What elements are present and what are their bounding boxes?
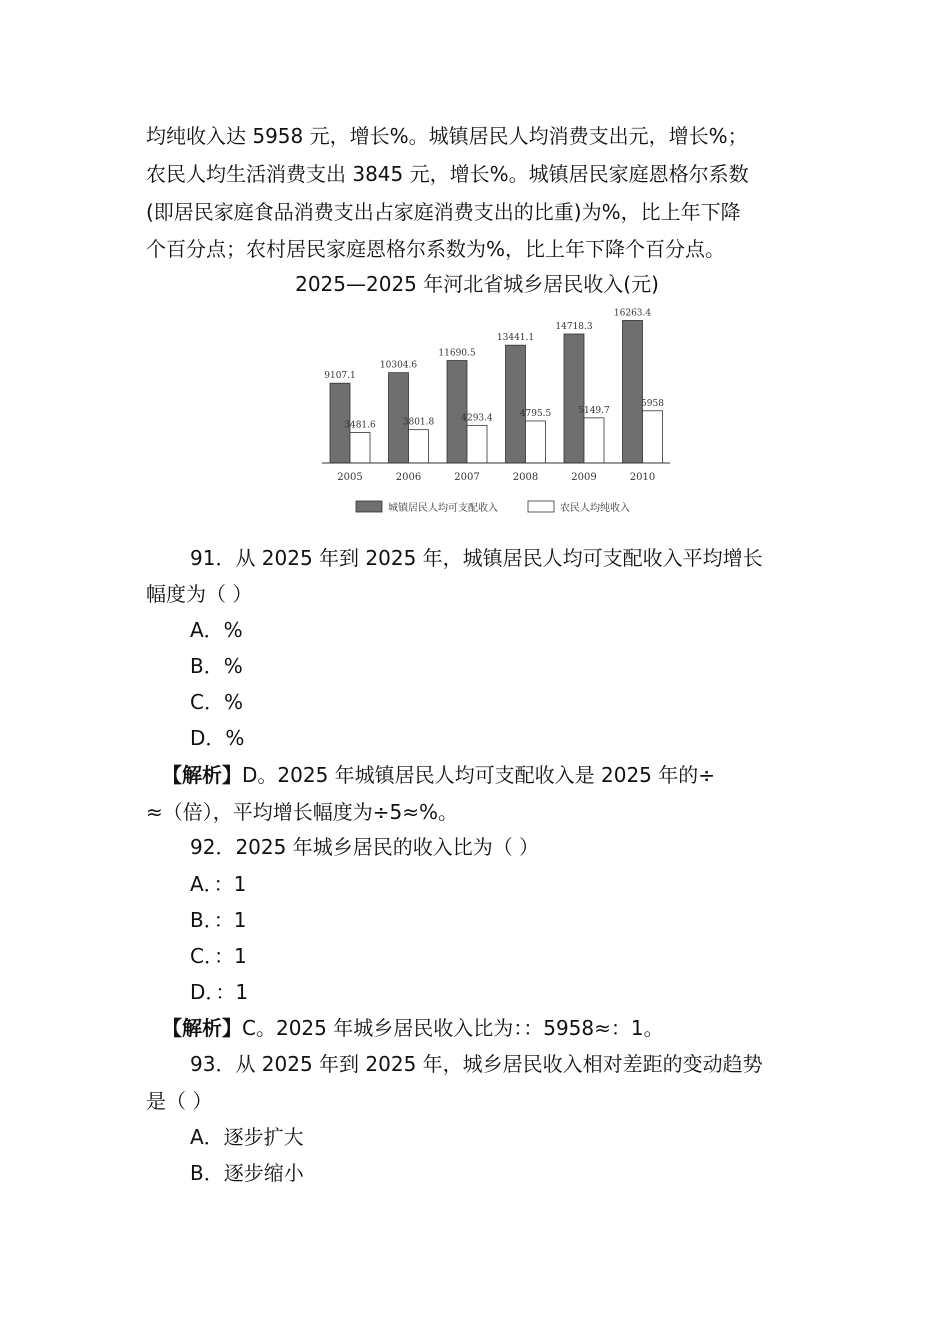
q91-option-b[interactable]: B．% xyxy=(190,654,243,678)
q92-analysis-label: 【解析】 xyxy=(162,1016,242,1040)
x-tick-label-2006: 2006 xyxy=(395,472,422,483)
q92-option-c[interactable]: C．：1 xyxy=(190,944,247,968)
bar-rural-2006 xyxy=(409,430,429,463)
data-label-rural-2008: 4795.5 xyxy=(519,408,552,419)
x-tick-label-2010: 2010 xyxy=(629,472,656,483)
x-tick-label-2005: 2005 xyxy=(337,472,363,483)
bar-urban-2009 xyxy=(564,334,584,463)
income-bar-chart xyxy=(310,302,680,524)
data-label-urban-2005: 9107.1 xyxy=(324,371,356,382)
x-tick-label-2007: 2007 xyxy=(454,472,480,483)
q91-analysis-line-2: ≈（倍），平均增长幅度为÷5≈%。 xyxy=(146,800,459,824)
q91-stem-line-2: 幅度为（ ） xyxy=(146,582,253,606)
q93-stem-line-2: 是（ ） xyxy=(146,1089,213,1113)
q92-option-d[interactable]: D．：1 xyxy=(190,980,249,1004)
intro-line-1: 均纯收入达 5958 元，增长%。城镇居民人均消费支出元，增长%； xyxy=(146,124,748,148)
q91-option-c[interactable]: C．% xyxy=(190,690,243,714)
q91-option-a[interactable]: A．% xyxy=(190,618,243,642)
bar-urban-2007 xyxy=(447,361,467,463)
data-label-urban-2009: 14718.3 xyxy=(555,321,593,332)
q91-option-d[interactable]: D．% xyxy=(190,726,245,750)
intro-line-2: 农民人均生活消费支出 3845 元，增长%。城镇居民家庭恩格尔系数 xyxy=(146,162,749,186)
legend-label-urban: 城镇居民人均可支配收入 xyxy=(388,503,498,514)
intro-line-3: (即居民家庭食品消费支出占家庭消费支出的比重)为%，比上年下降 xyxy=(146,200,741,224)
bar-urban-2008 xyxy=(506,345,526,463)
q93-option-b[interactable]: B．逐步缩小 xyxy=(190,1161,304,1185)
bar-rural-2010 xyxy=(643,411,663,463)
q93-option-a[interactable]: A．逐步扩大 xyxy=(190,1125,304,1149)
x-tick-label-2009: 2009 xyxy=(571,472,597,483)
legend-swatch-urban xyxy=(356,501,382,512)
q92-stem: 92．2025 年城乡居民的收入比为（ ） xyxy=(190,835,540,859)
q91-stem-line-1: 91．从 2025 年到 2025 年，城镇居民人均可支配收入平均增长 xyxy=(190,546,763,570)
data-label-rural-2010: 5958 xyxy=(641,398,664,409)
q91-analysis-text: D。2025 年城镇居民人均可支配收入是 2025 年的÷ xyxy=(242,763,716,787)
chart-title: 2025—2025 年河北省城乡居民收入(元) xyxy=(295,272,659,296)
legend-swatch-rural xyxy=(528,501,554,512)
q91-analysis-line-1 xyxy=(162,761,715,789)
data-label-rural-2009: 5149.7 xyxy=(578,405,610,416)
bar-rural-2008 xyxy=(526,421,546,463)
data-label-rural-2007: 4293.4 xyxy=(461,413,493,424)
data-label-urban-2008: 13441.1 xyxy=(496,333,535,344)
q92-analysis-text: C。2025 年城乡居民收入比为：：5958≈：1。 xyxy=(242,1016,664,1040)
q93-stem-line-1: 93．从 2025 年到 2025 年，城乡居民收入相对差距的变动趋势 xyxy=(190,1052,763,1076)
data-label-urban-2010: 16263.4 xyxy=(613,308,652,319)
q92-option-a[interactable]: A．：1 xyxy=(190,872,247,896)
q91-analysis-label: 【解析】 xyxy=(162,763,242,787)
data-label-rural-2006: 3801.8 xyxy=(402,417,435,428)
bar-rural-2009 xyxy=(584,418,604,463)
bar-rural-2007 xyxy=(467,425,487,463)
intro-line-4: 个百分点；农村居民家庭恩格尔系数为%，比上年下降个百分点。 xyxy=(146,237,726,261)
data-label-urban-2007: 11690.5 xyxy=(438,348,476,359)
q92-option-b[interactable]: B．：1 xyxy=(190,908,247,932)
bar-urban-2010 xyxy=(623,320,643,463)
x-tick-label-2008: 2008 xyxy=(512,472,539,483)
data-label-rural-2005: 3481.6 xyxy=(344,420,376,431)
bar-rural-2005 xyxy=(350,432,370,463)
q92-analysis xyxy=(162,1014,664,1042)
chart-legend xyxy=(356,501,630,514)
data-label-urban-2006: 10304.6 xyxy=(379,360,418,371)
legend-label-rural: 农民人均纯收入 xyxy=(560,503,630,514)
